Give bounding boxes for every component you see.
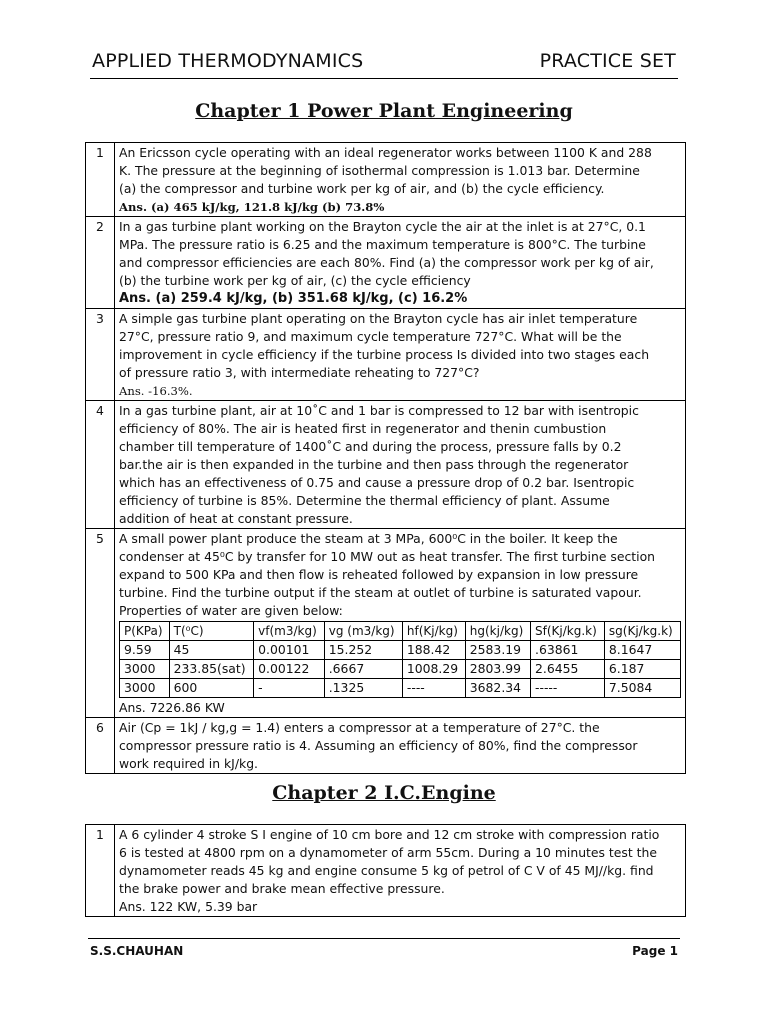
question-line: chamber till temperature of 1400˚C and during the process, pressure falls by 0.2 xyxy=(119,439,622,454)
water-properties-table xyxy=(119,621,681,698)
question-line: A small power plant produce the steam at 3 MPa, 600⁰C in the boiler. It keep the xyxy=(119,531,618,546)
question-body xyxy=(115,309,686,401)
question-body xyxy=(115,401,686,529)
table-cell: 600 xyxy=(169,679,254,698)
question-row xyxy=(86,217,686,309)
question-line: K. The pressure at the beginning of isothermal compression is 1.013 bar. Determine xyxy=(119,163,640,178)
page-header xyxy=(90,48,678,79)
table-row xyxy=(120,679,681,698)
question-line: expand to 500 KPa and then flow is reheated followed by expansion in low pressure xyxy=(119,567,639,582)
question-line: addition of heat at constant pressure. xyxy=(119,511,353,526)
table-header-cell: vg (m3/kg) xyxy=(324,622,402,641)
chapter-2-title: Chapter 2 I.C.Engine xyxy=(272,782,496,804)
answer: Ans. (a) 465 kJ/kg, 121.8 kJ/kg (b) 73.8% xyxy=(119,200,385,214)
table-header-cell: T(⁰C) xyxy=(169,622,254,641)
question-line: In a gas turbine plant, air at 10˚C and 1 bar is compressed to 12 bar with isentropic xyxy=(119,403,639,418)
question-row xyxy=(86,401,686,529)
table-header-row xyxy=(120,622,681,641)
question-row xyxy=(86,529,686,718)
question-line: MPa. The pressure ratio is 6.25 and the maximum temperature is 800°C. The turbine xyxy=(119,237,646,252)
question-line: A 6 cylinder 4 stroke S I engine of 10 cm bore and 12 cm stroke with compression ratio xyxy=(119,827,660,842)
question-body xyxy=(115,217,686,309)
table-cell: .63861 xyxy=(531,641,605,660)
question-line: efficiency of 80%. The air is heated first in regenerator and thenin cumbustion xyxy=(119,421,607,436)
table-cell: 0.00122 xyxy=(254,660,325,679)
table-cell: 7.5084 xyxy=(604,679,680,698)
header-label: PRACTICE SET xyxy=(539,50,676,72)
table-cell: ----- xyxy=(531,679,605,698)
question-row xyxy=(86,309,686,401)
question-line: In a gas turbine plant working on the Brayton cycle the air at the inlet is at 27°C, 0.1 xyxy=(119,219,646,234)
table-cell: 3682.34 xyxy=(465,679,530,698)
table-cell: 45 xyxy=(169,641,254,660)
table-cell: .6667 xyxy=(324,660,402,679)
question-line: condenser at 45⁰C by transfer for 10 MW out as heat transfer. The first turbine section xyxy=(119,549,656,564)
question-line: bar.the air is then expanded in the turbine and then pass through the regenerator xyxy=(119,457,629,472)
question-line: efficiency of turbine is 85%. Determine the thermal efficiency of plant. Assume xyxy=(119,493,610,508)
answer: Ans. 122 KW, 5.39 bar xyxy=(119,899,258,914)
table-cell: 2583.19 xyxy=(465,641,530,660)
table-header-cell: hg(kj/kg) xyxy=(465,622,530,641)
chapter-1-question-table xyxy=(85,142,686,774)
author-name: S.S.CHAUHAN xyxy=(90,944,184,958)
table-row xyxy=(120,641,681,660)
answer: Ans. 7226.86 KW xyxy=(119,700,225,715)
question-line: and compressor efficiencies are each 80%. Find (a) the compressor work per kg of air, xyxy=(119,255,654,270)
question-number: 1 xyxy=(86,143,115,217)
question-number: 4 xyxy=(86,401,115,529)
question-line: the brake power and brake mean effective pressure. xyxy=(119,881,445,896)
page-footer xyxy=(88,938,680,958)
question-line: (b) the turbine work per kg of air, (c) the cycle efficiency xyxy=(119,273,471,288)
question-row xyxy=(86,718,686,774)
table-header-cell: P(KPa) xyxy=(120,622,170,641)
question-line: improvement in cycle efficiency if the turbine process Is divided into two stages each xyxy=(119,347,650,362)
question-number: 5 xyxy=(86,529,115,718)
table-cell: 2803.99 xyxy=(465,660,530,679)
answer: Ans. (a) 259.4 kJ/kg, (b) 351.68 kJ/kg, (c) 16.2% xyxy=(119,291,468,306)
question-line: work required in kJ/kg. xyxy=(119,756,258,771)
question-line: Air (Cp = 1kJ / kg,g = 1.4) enters a compressor at a temperature of 27°C. the xyxy=(119,720,600,735)
question-line: compressor pressure ratio is 4. Assuming an efficiency of 80%, find the compressor xyxy=(119,738,638,753)
question-line: turbine. Find the turbine output if the steam at outlet of turbine is saturated vapour. xyxy=(119,585,642,600)
question-body xyxy=(115,825,686,917)
question-line: Properties of water are given below: xyxy=(119,603,343,618)
question-row xyxy=(86,143,686,217)
question-number: 6 xyxy=(86,718,115,774)
table-header-cell: hf(Kj/kg) xyxy=(402,622,465,641)
question-line: A simple gas turbine plant operating on the Brayton cycle has air inlet temperature xyxy=(119,311,638,326)
table-cell: 8.1647 xyxy=(604,641,680,660)
question-number: 1 xyxy=(86,825,115,917)
table-cell: 1008.29 xyxy=(402,660,465,679)
table-cell: 2.6455 xyxy=(531,660,605,679)
table-cell: 3000 xyxy=(120,679,170,698)
table-cell: ---- xyxy=(402,679,465,698)
table-header-cell: sg(Kj/kg.k) xyxy=(604,622,680,641)
answer: Ans. -16.3%. xyxy=(119,384,193,398)
question-body xyxy=(115,718,686,774)
question-number: 3 xyxy=(86,309,115,401)
table-cell: 188.42 xyxy=(402,641,465,660)
question-line: 6 is tested at 4800 rpm on a dynamometer of arm 55cm. During a 10 minutes test the xyxy=(119,845,657,860)
question-line: An Ericsson cycle operating with an ideal regenerator works between 1100 K and 288 xyxy=(119,145,652,160)
question-line: 27°C, pressure ratio 9, and maximum cycle temperature 727°C. What will be the xyxy=(119,329,622,344)
table-cell: 233.85(sat) xyxy=(169,660,254,679)
table-row xyxy=(120,660,681,679)
table-header-cell: Sf(Kj/kg.k) xyxy=(531,622,605,641)
question-line: dynamometer reads 45 kg and engine consume 5 kg of petrol of C V of 45 MJ//kg. find xyxy=(119,863,654,878)
question-line: (a) the compressor and turbine work per kg of air, and (b) the cycle efficiency. xyxy=(119,181,605,196)
chapter-2-question-table xyxy=(85,824,686,917)
question-number: 2 xyxy=(86,217,115,309)
table-cell: 6.187 xyxy=(604,660,680,679)
question-body xyxy=(115,143,686,217)
question-line: which has an effectiveness of 0.75 and cause a pressure drop of 0.2 bar. Isentropic xyxy=(119,475,635,490)
table-cell: 9.59 xyxy=(120,641,170,660)
table-header-cell: vf(m3/kg) xyxy=(254,622,325,641)
table-cell: .1325 xyxy=(324,679,402,698)
question-row xyxy=(86,825,686,917)
table-cell: 15.252 xyxy=(324,641,402,660)
page-number: Page 1 xyxy=(632,944,678,958)
question-body xyxy=(115,529,686,718)
question-line: of pressure ratio 3, with intermediate reheating to 727°C? xyxy=(119,365,480,380)
table-cell: - xyxy=(254,679,325,698)
chapter-1-title: Chapter 1 Power Plant Engineering xyxy=(195,100,573,122)
table-cell: 3000 xyxy=(120,660,170,679)
header-title: APPLIED THERMODYNAMICS xyxy=(92,50,364,72)
table-cell: 0.00101 xyxy=(254,641,325,660)
